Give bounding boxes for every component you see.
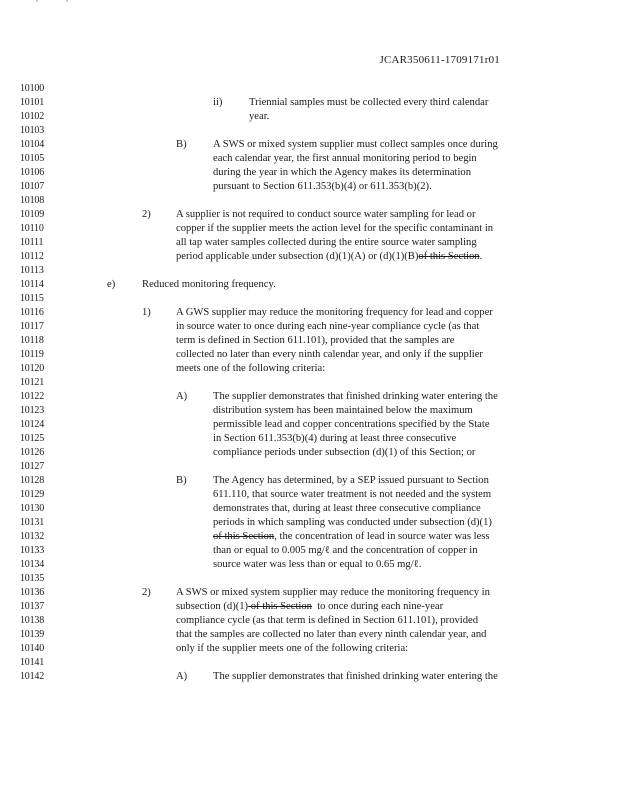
text-segment: period applicable under subsection (d)(1)(A) or (d)(1)(B): [176, 251, 419, 262]
line-number: 10111: [20, 237, 44, 248]
body-text-line: source water was less than or equal to 0.65 mg/ℓ.: [213, 559, 422, 570]
body-text-line: collected no later than every ninth calendar year, and only if the supplier: [176, 349, 483, 360]
body-text-line: than or equal to 0.005 mg/ℓ and the concentration of copper in: [213, 545, 478, 556]
text-segment: .: [479, 251, 483, 262]
line-number: 10105: [20, 153, 45, 164]
body-text-line: Triennial samples must be collected every third calendar: [249, 97, 489, 108]
body-text-line: A SWS or mixed system supplier must collect samples once during: [213, 139, 498, 150]
line-number: 10125: [20, 433, 45, 444]
subsection-marker: B): [176, 139, 187, 150]
line-number: 10117: [20, 321, 44, 332]
body-text-line: A SWS or mixed system supplier may reduce the monitoring frequency in: [176, 587, 490, 598]
body-text-line: each calendar year, the first annual monitoring period to begin: [213, 153, 477, 164]
body-text-line: 611.110, that source water treatment is not needed and the system: [213, 489, 492, 500]
body-text-line: [176, 250, 482, 264]
line-number: 10115: [20, 293, 44, 304]
line-number: 10101: [20, 97, 45, 108]
scan-artifact: [36, 0, 38, 2]
line-number: 10100: [20, 83, 45, 94]
text-segment: to once during each nine-year: [311, 601, 444, 612]
line-number: 10120: [20, 363, 45, 374]
line-number: 10136: [20, 587, 45, 598]
line-number: 10112: [20, 251, 44, 262]
line-number: 10106: [20, 167, 45, 178]
body-text-line: The supplier demonstrates that finished drinking water entering the: [213, 671, 498, 682]
body-text-line: during the year in which the Agency makes its determination: [213, 167, 472, 178]
line-number: 10121: [20, 377, 45, 388]
line-number: 10137: [20, 601, 45, 612]
document-code: JCAR350611-1709171r01: [379, 54, 500, 66]
line-number: 10133: [20, 545, 45, 556]
body-text-line: [176, 600, 443, 614]
body-text-line: pursuant to Section 611.353(b)(4) or 611.353(b)(2).: [213, 181, 432, 192]
line-number: 10110: [20, 223, 44, 234]
struck-text: of this Section: [418, 251, 480, 262]
line-number: 10118: [20, 335, 44, 346]
line-number: 10128: [20, 475, 45, 486]
line-number: 10132: [20, 531, 45, 542]
line-number: 10126: [20, 447, 45, 458]
body-text-line: compliance periods under subsection (d)(1) of this Section; or: [213, 447, 476, 458]
line-number: 10108: [20, 195, 45, 206]
body-text-line: term is defined in Section 611.101), provided that the samples are: [176, 335, 455, 346]
body-text-line: meets one of the following criteria:: [176, 363, 326, 374]
section-marker: e): [107, 279, 116, 290]
body-text-line: The Agency has determined, by a SEP issued pursuant to Section: [213, 475, 489, 486]
line-number: 10129: [20, 489, 45, 500]
body-text-line: distribution system has been maintained below the maximum: [213, 405, 473, 416]
line-number: 10123: [20, 405, 45, 416]
body-text-line: demonstrates that, during at least three consecutive compliance: [213, 503, 481, 514]
body-text-line: The supplier demonstrates that finished drinking water entering the: [213, 391, 498, 402]
line-number: 10113: [20, 265, 44, 276]
paragraph-marker: 2): [142, 209, 151, 220]
subsection-marker: A): [176, 391, 188, 402]
body-text-line: compliance cycle (as that term is defined in Section 611.101), provided: [176, 615, 479, 626]
line-number: 10109: [20, 209, 45, 220]
struck-text: of this Section: [213, 531, 275, 542]
line-number: 10119: [20, 349, 44, 360]
line-number: 10104: [20, 139, 45, 150]
paragraph-marker: 1): [142, 307, 151, 318]
line-number: 10116: [20, 307, 44, 318]
struck-text: of this Section: [248, 601, 312, 612]
line-number: 10131: [20, 517, 45, 528]
line-number: 10103: [20, 125, 45, 136]
line-number: 10134: [20, 559, 45, 570]
line-number: 10124: [20, 419, 45, 430]
subsection-marker: B): [176, 475, 187, 486]
scan-artifact: [66, 0, 68, 2]
line-number: 10114: [20, 279, 44, 290]
body-text-line: all tap water samples collected during the entire source water sampling: [176, 237, 477, 248]
subsection-marker: A): [176, 671, 188, 682]
line-number: 10107: [20, 181, 45, 192]
line-number: 10122: [20, 391, 45, 402]
line-number: 10127: [20, 461, 45, 472]
section-heading: Reduced monitoring frequency.: [142, 279, 276, 290]
line-number: 10138: [20, 615, 45, 626]
body-text-line: A GWS supplier may reduce the monitoring frequency for lead and copper: [176, 307, 493, 318]
body-text-line: [213, 530, 490, 544]
body-text-line: A supplier is not required to conduct source water sampling for lead or: [176, 209, 476, 220]
body-text-line: copper if the supplier meets the action level for the specific contaminant in: [176, 223, 494, 234]
text-segment: , the concentration of lead in source water was less: [274, 531, 490, 542]
line-number: 10141: [20, 657, 45, 668]
line-number: 10135: [20, 573, 45, 584]
paragraph-marker: 2): [142, 587, 151, 598]
body-text-line: permissible lead and copper concentrations specified by the State: [213, 419, 490, 430]
subitem-marker: ii): [213, 97, 223, 108]
line-number: 10102: [20, 111, 45, 122]
line-number: 10139: [20, 629, 45, 640]
body-text-line: in Section 611.353(b)(4) during at least three consecutive: [213, 433, 457, 444]
body-text-line: periods in which sampling was conducted under subsection (d)(1): [213, 517, 492, 528]
line-number: 10130: [20, 503, 45, 514]
body-text-line: in source water to once during each nine-year compliance cycle (as that: [176, 321, 480, 332]
body-text-line: year.: [249, 111, 270, 122]
body-text-line: that the samples are collected no later than every ninth calendar year, and: [176, 629, 487, 640]
line-number: 10140: [20, 643, 45, 654]
line-number: 10142: [20, 671, 45, 682]
body-text-line: only if the supplier meets one of the following criteria:: [176, 643, 409, 654]
text-segment: subsection (d)(1): [176, 601, 249, 612]
